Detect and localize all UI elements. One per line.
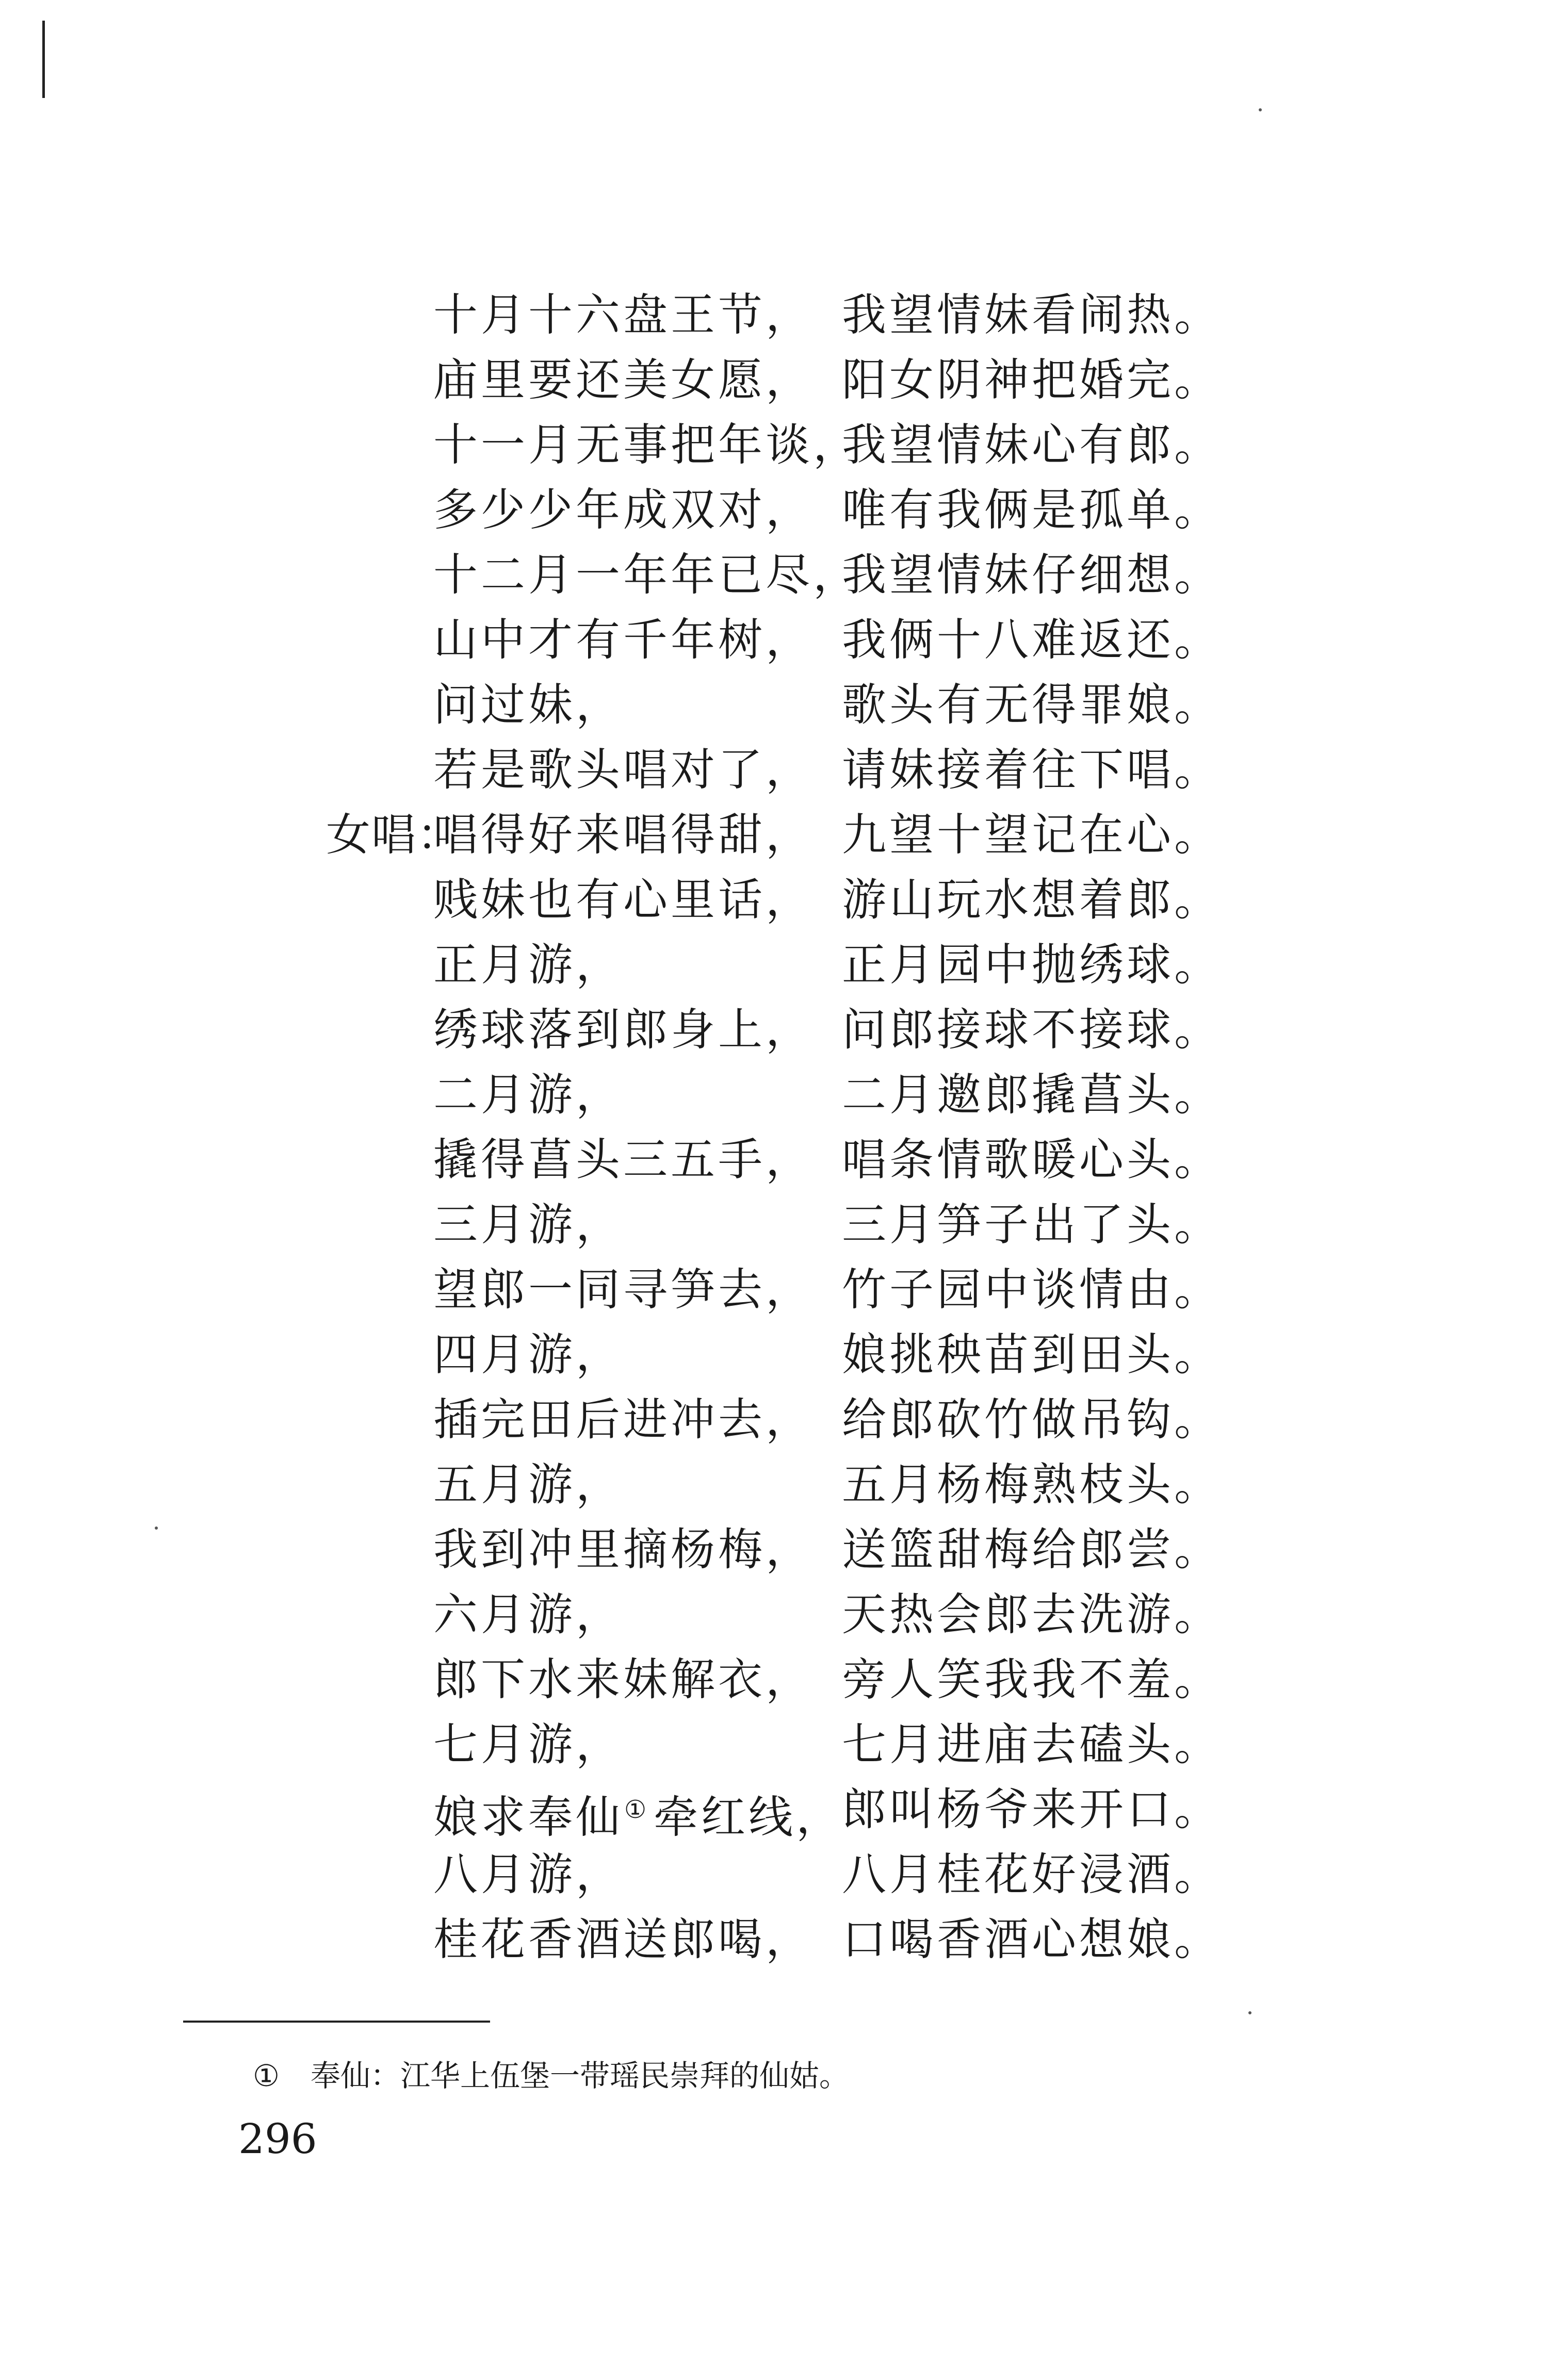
- verse-line: [0, 932, 1545, 997]
- verse-line: [0, 1257, 1545, 1322]
- page-number: 296: [238, 2115, 317, 2163]
- verse-second-half: 天热会郎去洗游。: [842, 1589, 1222, 1640]
- verse-first-half: 撬得菖头三五手，: [433, 1134, 813, 1186]
- verse-first-half: 五月游，: [433, 1459, 623, 1511]
- verse-first-half: 多少少年成双对，: [433, 484, 813, 536]
- verse-line: [0, 1387, 1545, 1452]
- verse-line: [0, 283, 1545, 348]
- verse-second-half: 五月杨梅熟枝头。: [842, 1459, 1222, 1511]
- verse-line: [0, 672, 1545, 737]
- verse-line: [0, 478, 1545, 543]
- verse-first-half: 若是歌头唱对了，: [433, 744, 813, 796]
- verse-first-half: 山中才有千年树，: [433, 614, 813, 666]
- verse-first-half: 十月十六盘王节，: [433, 289, 813, 341]
- verse-first-half: 绣球落到郎身上，: [433, 1004, 813, 1056]
- verse-first-half: 望郎一同寻笋去，: [433, 1264, 813, 1316]
- verse-first-half: 二月游，: [433, 1069, 623, 1121]
- verse-first-half: 我到冲里摘杨梅，: [433, 1524, 813, 1575]
- verse-second-half: 二月邀郎撬菖头。: [842, 1069, 1222, 1121]
- verse-second-half: 我俩十八难返还。: [842, 614, 1222, 666]
- verse-line: [0, 1062, 1545, 1127]
- scan-speck: [1248, 2011, 1251, 2014]
- verse-first-half: 七月游，: [433, 1719, 623, 1770]
- verse-line: [0, 1777, 1545, 1842]
- verse-first-half: 四月游，: [433, 1329, 623, 1381]
- verse-first-half: 庙里要还美女愿，: [433, 354, 813, 406]
- verse-second-half: 九望十望记在心。: [842, 809, 1222, 861]
- verse-second-half: 我望情妹仔细想。: [842, 549, 1222, 601]
- footnote-mark: ①: [253, 2058, 280, 2093]
- footnote-text: 奉仙：江华上伍堡一带瑶民崇拜的仙姑。: [311, 2058, 850, 2093]
- verse-line: [0, 1842, 1545, 1907]
- verse-line: [0, 1517, 1545, 1582]
- verse-line: [0, 543, 1545, 608]
- verse-line: [0, 413, 1545, 478]
- speaker-label: 女唱：: [326, 809, 462, 861]
- verse-second-half: 阳女阴神把婚完。: [842, 354, 1222, 406]
- verse-second-half: 七月进庙去磕头。: [842, 1719, 1222, 1770]
- verse-first-half: 六月游，: [433, 1589, 623, 1640]
- verse-line: [0, 1322, 1545, 1387]
- verse-first-half: 郎下水来妹解衣，: [433, 1654, 813, 1705]
- verse-second-half: 游山玩水想着郎。: [842, 874, 1222, 926]
- verse-second-half: 请妹接着往下唱。: [842, 744, 1222, 796]
- verse-second-half: 郎叫杨爷来开口。: [842, 1784, 1222, 1835]
- verse-second-half: 给郎砍竹做吊钩。: [842, 1394, 1222, 1446]
- verse-first-half: 唱得好来唱得甜，: [433, 809, 813, 861]
- verse-second-half: 歌头有无得罪娘。: [842, 679, 1222, 731]
- verse-first-half: 插完田后进冲去，: [433, 1394, 813, 1446]
- verse-first-half: 十一月无事把年谈，: [433, 419, 860, 471]
- verse-second-half: 正月园中抛绣球。: [842, 939, 1222, 991]
- verse-line: [0, 1582, 1545, 1647]
- verse-line: [0, 1712, 1545, 1777]
- verse-first-half: 正月游，: [433, 939, 623, 991]
- verse-second-half: 问郎接球不接球。: [842, 1004, 1222, 1056]
- verse-line: [0, 1647, 1545, 1712]
- verse-first-half: 问过妹，: [433, 679, 623, 731]
- verse-line: [0, 802, 1545, 867]
- verse-second-half: 旁人笑我我不羞。: [842, 1654, 1222, 1705]
- verse-second-half: 竹子园中谈情由。: [842, 1264, 1222, 1316]
- footnote: [253, 2055, 849, 2096]
- verse-first-half: 三月游，: [433, 1199, 623, 1251]
- verse-first-half: 十二月一年年已尽，: [433, 549, 860, 601]
- footnote-reference: ①: [624, 1795, 650, 1824]
- scan-edge-mark: [42, 21, 45, 98]
- verse-line: [0, 1907, 1545, 1972]
- verse-second-half: 口喝香酒心想娘。: [842, 1914, 1222, 1965]
- verse-second-half: 八月桂花好浸酒。: [842, 1849, 1222, 1900]
- verse-second-half: 唯有我俩是孤单。: [842, 484, 1222, 536]
- verse-line: [0, 1127, 1545, 1192]
- verse-second-half: 娘挑秧苗到田头。: [842, 1329, 1222, 1381]
- verse-second-half: 三月笋子出了头。: [842, 1199, 1222, 1251]
- verse-first-half: 贱妹也有心里话，: [433, 874, 813, 926]
- verse-line: [0, 997, 1545, 1062]
- verse-line: [0, 608, 1545, 672]
- verse-line: [0, 348, 1545, 413]
- verse-body: [0, 283, 1545, 1972]
- verse-first-half: 八月游，: [433, 1849, 623, 1900]
- verse-second-half: 我望情妹看闹热。: [842, 289, 1222, 341]
- scan-speck: [1259, 108, 1262, 111]
- verse-first-half: 桂花香酒送郎喝，: [433, 1914, 813, 1965]
- verse-first-half-end: 牵红线，: [654, 1792, 844, 1843]
- verse-second-half: 送篮甜梅给郎尝。: [842, 1524, 1222, 1575]
- verse-first-half: [433, 1777, 843, 1850]
- verse-second-half: 唱条情歌暖心头。: [842, 1134, 1222, 1186]
- verse-line: [0, 737, 1545, 802]
- verse-line: [0, 1192, 1545, 1257]
- verse-second-half: 我望情妹心有郎。: [842, 419, 1222, 471]
- footnote-divider: [183, 2021, 490, 2023]
- verse-first-half-start: 娘求奉仙: [433, 1792, 623, 1843]
- verse-line: [0, 1452, 1545, 1517]
- verse-line: [0, 867, 1545, 932]
